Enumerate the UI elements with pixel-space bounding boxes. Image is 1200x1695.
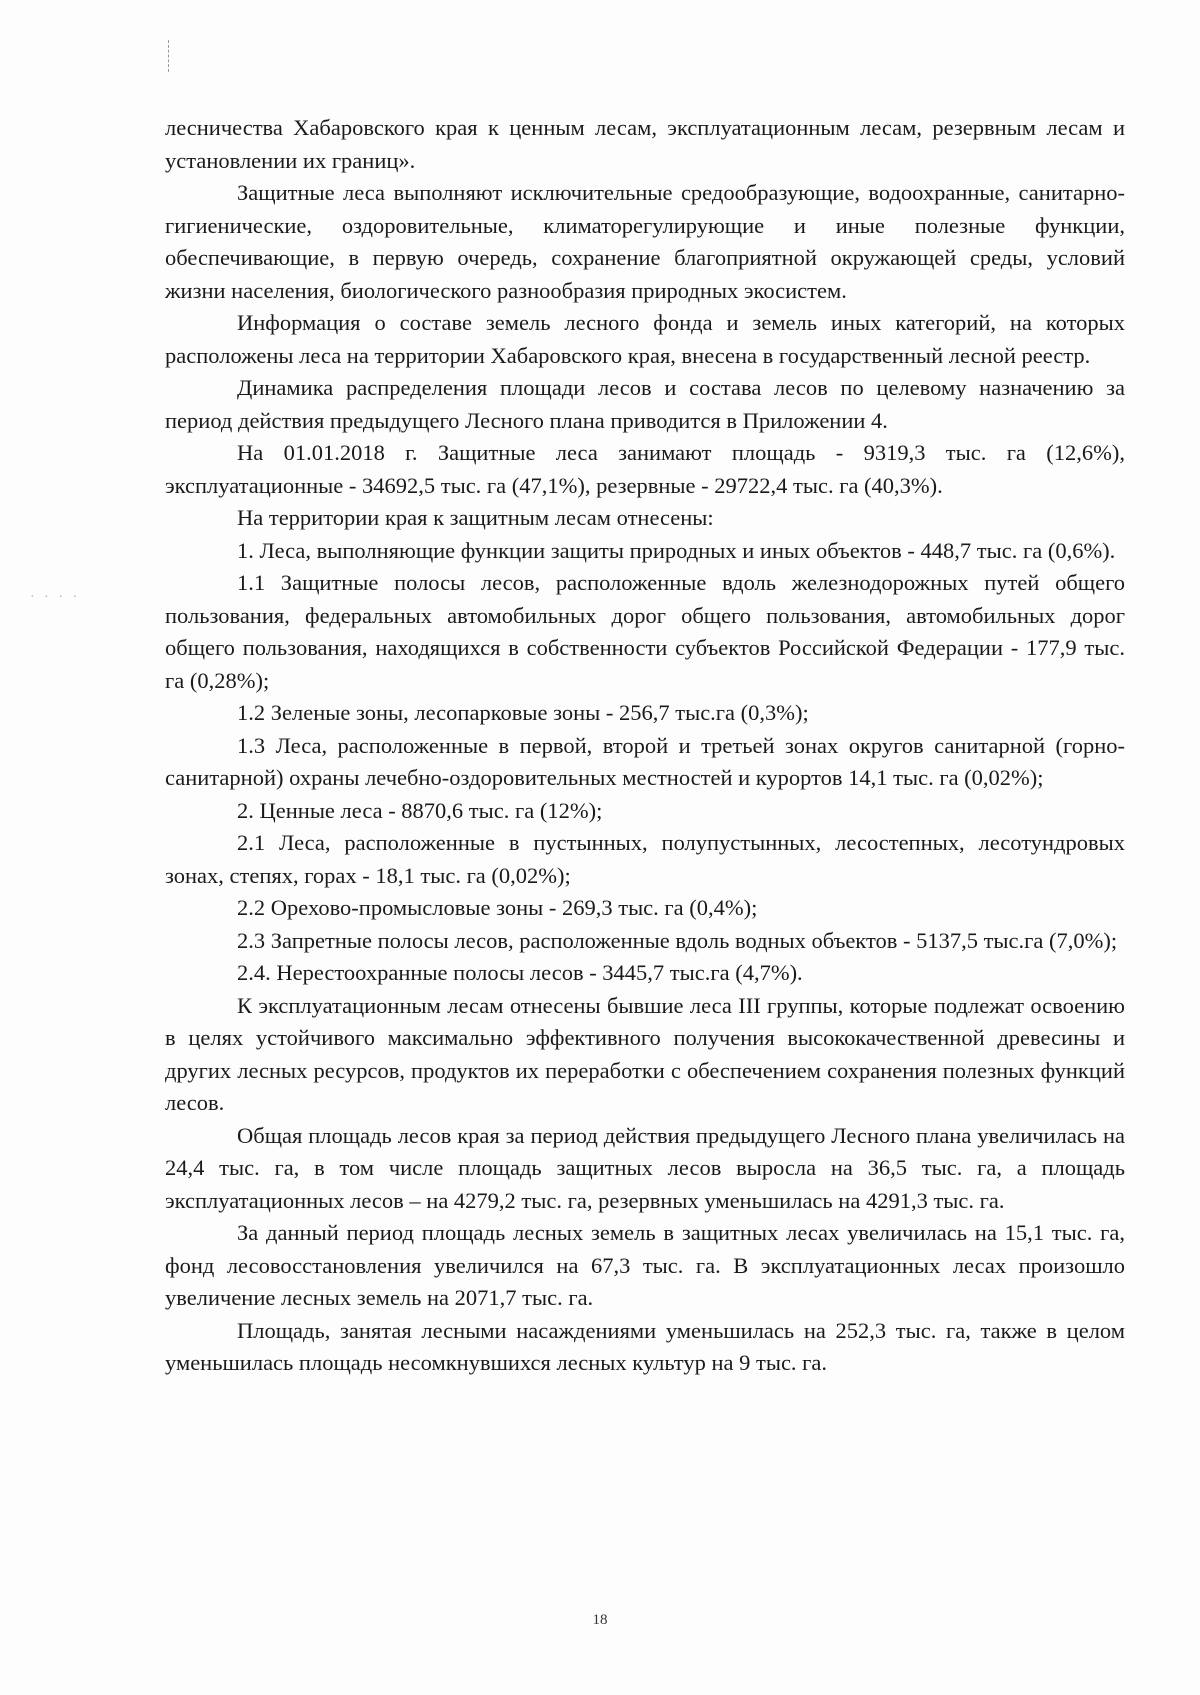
page-number: 18 (592, 1612, 608, 1628)
paragraph: Информация о составе земель лесного фонда и земель иных категорий, на которых расположены леса на территории Хабаровского края, внесена в государственный лесной реестр. (165, 310, 1125, 368)
paragraph: Защитные леса выполняют исключительные средообразующие, водоохранные, санитарно-гигиенические, оздоровительные, климаторегулирующие и иные полезные функции, обеспечивающие, в первую очередь, сохранение благоприятной окружающей среды, условий жизни населения, биологического разнообразия природных экосистем. (165, 180, 1125, 303)
list-item: 1.2 Зеленые зоны, лесопарковые зоны - 256,7 тыс.га (0,3%); (237, 700, 809, 725)
paragraph: На территории края к защитным лесам отнесены: (237, 505, 714, 530)
paragraph: На 01.01.2018 г. Защитные леса занимают площадь - 9319,3 тыс. га (12,6%), эксплуатационные - 34692,5 тыс. га (47,1%), резервные - 29722,4 тыс. га (40,3%). (165, 440, 1125, 498)
document-body (165, 112, 1125, 1380)
paragraph: К эксплуатационным лесам отнесены бывшие леса III группы, которые подлежат освоению в целях устойчивого максимально эффективного получения высококачественной древесины и других лесных ресурсов, продуктов их переработки с обеспечением сохранения полезных функций лесов. (165, 992, 1125, 1115)
list-item: 1.3 Леса, расположенные в первой, второй и третьей зонах округов санитарной (горно-санитарной) охраны лечебно-оздоровительных местностей и курортов 14,1 тыс. га (0,02%); (165, 732, 1125, 790)
list-item: 1.1 Защитные полосы лесов, расположенные вдоль железнодорожных путей общего пользования, федеральных автомобильных дорог общего пользования, автомобильных дорог общего пользования, находящихся в собственности субъектов Российской Федерации - 177,9 тыс. га (0,28%); (165, 570, 1125, 693)
side-scan-marks: · · · · (30, 590, 81, 605)
paragraph: Общая площадь лесов края за период действия предыдущего Лесного плана увеличилась на 24,4 тыс. га, в том числе площадь защитных лесов выросла на 36,5 тыс. га, а площадь эксплуатационных лесов – на 4279,2 тыс. га, резервных уменьшилась на 4291,3 тыс. га. (165, 1122, 1125, 1213)
list-item: 2.1 Леса, расположенные в пустынных, полупустынных, лесостепных, лесотундровых зонах, степях, горах - 18,1 тыс. га (0,02%); (165, 830, 1125, 888)
paragraph: За данный период площадь лесных земель в защитных лесах увеличилась на 15,1 тыс. га, фонд лесовосстановления увеличился на 67,3 тыс. га. В эксплуатационных лесах произошло увеличение лесных земель на 2071,7 тыс. га. (165, 1220, 1125, 1310)
list-item: 2. Ценные леса - 8870,6 тыс. га (12%); (237, 797, 603, 823)
margin-mark (168, 40, 171, 72)
paragraph: Динамика распределения площади лесов и состава лесов по целевому назначению за период действия предыдущего Лесного плана приводится в Приложении 4. (165, 375, 1125, 433)
paragraph: лесничества Хабаровского края к ценным лесам, эксплуатационным лесам, резервным лесам и установлении их границ». (165, 115, 1125, 173)
paragraph: Площадь, занятая лесными насаждениями уменьшилась на 252,3 тыс. га, также в целом уменьшилась площадь несомкнувшихся лесных культур на 9 тыс. га. (165, 1317, 1125, 1375)
list-item: 2.3 Запретные полосы лесов, расположенные вдоль водных объектов - 5137,5 тыс.га (7,0%); (237, 927, 1118, 953)
list-item: 1. Леса, выполняющие функции защиты природных и иных объектов - 448,7 тыс. га (0,6%). (237, 537, 1116, 563)
list-item: 2.2 Орехово-промысловые зоны - 269,3 тыс. га (0,4%); (237, 895, 758, 920)
list-item: 2.4. Нерестоохранные полосы лесов - 3445,7 тыс.га (4,7%). (237, 960, 803, 985)
